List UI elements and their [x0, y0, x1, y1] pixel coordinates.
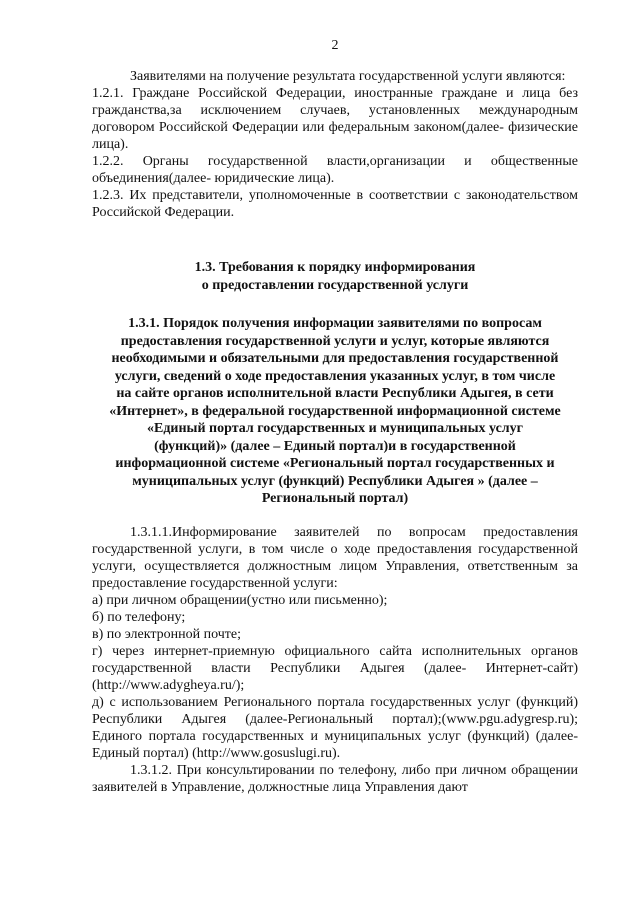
list-item: д) с использованием Регионального портала государственных услуг (функций) Республики Адыгея (далее-Региональный портал);(www.pgu.adygresp.ru); Единого портала государственных и муниципальных услуг (функций) (далее-Единый портал) (http://www.gosuslugi.ru).	[92, 694, 578, 761]
subsection-heading-line: на сайте органов исполнительной власти Республики Адыгея, в сети	[116, 386, 554, 401]
subsection-heading-line: предоставления государственной услуги и услуг, которые являются	[120, 333, 550, 349]
subsection-heading-line: необходимыми и обязательными для предоставления государственной	[111, 351, 559, 366]
subsection-heading-line: муниципальных услуг (функций) Республики Адыгея » (далее –	[132, 473, 538, 489]
applicants-item-1: 1.2.1. Граждане Российской Федерации, иностранные граждане и лица без гражданства,за исключением случаев, установленных международным договором Российской Федерации или федеральным законом(далее- физические лица).	[92, 86, 578, 152]
applicants-section	[92, 68, 578, 221]
subsection-heading-line: «Единый портал государственных и муниципальных услуг	[146, 421, 523, 436]
subsection-heading-line: Региональный портал)	[261, 491, 409, 506]
list-item: а) при личном обращении(устно или письменно);	[92, 592, 388, 608]
applicants-item-2: 1.2.2. Органы государственной власти,организации и общественные объединения(далее- юридические лица).	[92, 154, 578, 186]
subsection-heading-line: 1.3.1. Порядок получения информации заявителями по вопросам	[128, 316, 542, 331]
list-item: г) через интернет-приемную официального сайта исполнительных органов государственной власти Республики Адыгея (далее- Интернет-сайт)(http://www.adygheya.ru/);	[92, 643, 578, 693]
section-heading	[92, 259, 578, 295]
section-heading-line: о предоставлении государственной услуги	[201, 278, 469, 293]
applicants-item-3: 1.2.3. Их представители, уполномоченные в соответствии с законодательством Российской Федерации.	[92, 188, 578, 220]
subsection-heading	[92, 315, 578, 508]
paragraph-1-3-1-2: 1.3.1.2. При консультировании по телефону, либо при личном обращении заявителей в Управление, должностные лица Управления дают	[92, 762, 578, 795]
subsection-heading-line: (функций)» (далее – Единый портал)и в государственной	[154, 438, 516, 454]
subsection-heading-line: «Интернет», в федеральной государственной информационной системе	[109, 403, 561, 419]
section-heading-line: 1.3. Требования к порядку информирования	[194, 260, 476, 275]
list-item: в) по электронной почте;	[92, 626, 241, 642]
list-item: б) по телефону;	[92, 609, 186, 625]
subsection-heading-line: услуги, сведений о ходе предоставления указанных услуг, в том числе	[114, 368, 556, 384]
paragraph-1-3-1-1: 1.3.1.1.Информирование заявителей по вопросам предоставления государственной услуги, в том числе о ходе предоставления государственной услуги, осуществляется должностным лицом Управления, ответственным за предоставление государственной услуги:	[92, 524, 578, 591]
subsection-heading-line: информационной системе «Региональный портал государственных и	[115, 456, 555, 471]
informing-section	[92, 524, 578, 796]
applicants-lead: Заявителями на получение результата государственной услуги являются:	[130, 69, 566, 84]
page-number: 2	[331, 38, 339, 53]
